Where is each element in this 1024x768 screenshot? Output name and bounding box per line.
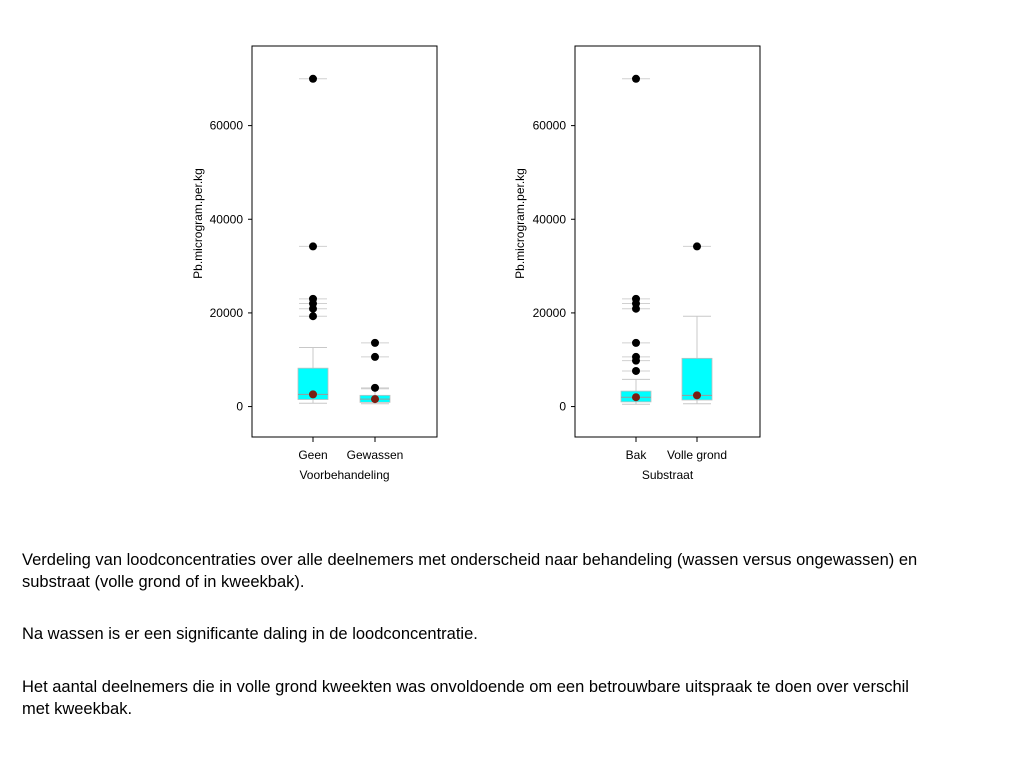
plot-frame <box>575 46 760 437</box>
outlier-point <box>371 384 379 392</box>
outlier-point <box>309 295 317 303</box>
outlier-point <box>371 353 379 361</box>
y-axis-label: Pb.microgram.per.kg <box>191 168 205 279</box>
median-point <box>632 393 640 401</box>
y-tick-label: 20000 <box>209 305 243 320</box>
y-tick-label: 0 <box>236 399 243 414</box>
y-tick-label: 60000 <box>209 118 243 133</box>
outlier-point <box>632 353 640 361</box>
outlier-point <box>693 242 701 250</box>
outlier-point <box>632 367 640 375</box>
caption-substrate-note: Het aantal deelnemers die in volle grond kweekten was onvoldoende om een betrouwbare uitspraak te doen over verschil met kweekbak. <box>22 678 909 718</box>
y-tick-label: 40000 <box>532 212 566 227</box>
outlier-point <box>632 75 640 83</box>
x-tick-label: Geen <box>298 448 328 462</box>
median-point <box>371 395 379 403</box>
y-tick-label: 40000 <box>209 212 243 227</box>
outlier-point <box>371 339 379 347</box>
plot-frame <box>252 46 437 437</box>
caption-distribution: Verdeling van loodconcentraties over alle deelnemers met onderscheid naar behandeling (wassen versus ongewassen) en substraat (volle grond of in kweekbak). <box>22 551 918 591</box>
outlier-point <box>309 242 317 250</box>
y-tick-label: 20000 <box>532 305 566 320</box>
outlier-point <box>309 75 317 83</box>
median-point <box>693 391 701 399</box>
y-tick-label: 0 <box>559 399 566 414</box>
y-axis-label: Pb.microgram.per.kg <box>513 168 527 279</box>
x-axis-label: Substraat <box>641 468 694 482</box>
x-tick-label: Volle grond <box>666 448 728 462</box>
outlier-point <box>632 295 640 303</box>
x-tick-label: Bak <box>625 448 647 462</box>
outlier-point <box>632 339 640 347</box>
x-tick-label: Gewassen <box>346 448 404 462</box>
caption-washing-result: Na wassen is er een significante daling in de loodconcentratie. <box>22 625 478 643</box>
outlier-point <box>309 312 317 320</box>
median-point <box>309 390 317 398</box>
y-tick-label: 60000 <box>532 118 566 133</box>
x-axis-label: Voorbehandeling <box>299 468 390 482</box>
